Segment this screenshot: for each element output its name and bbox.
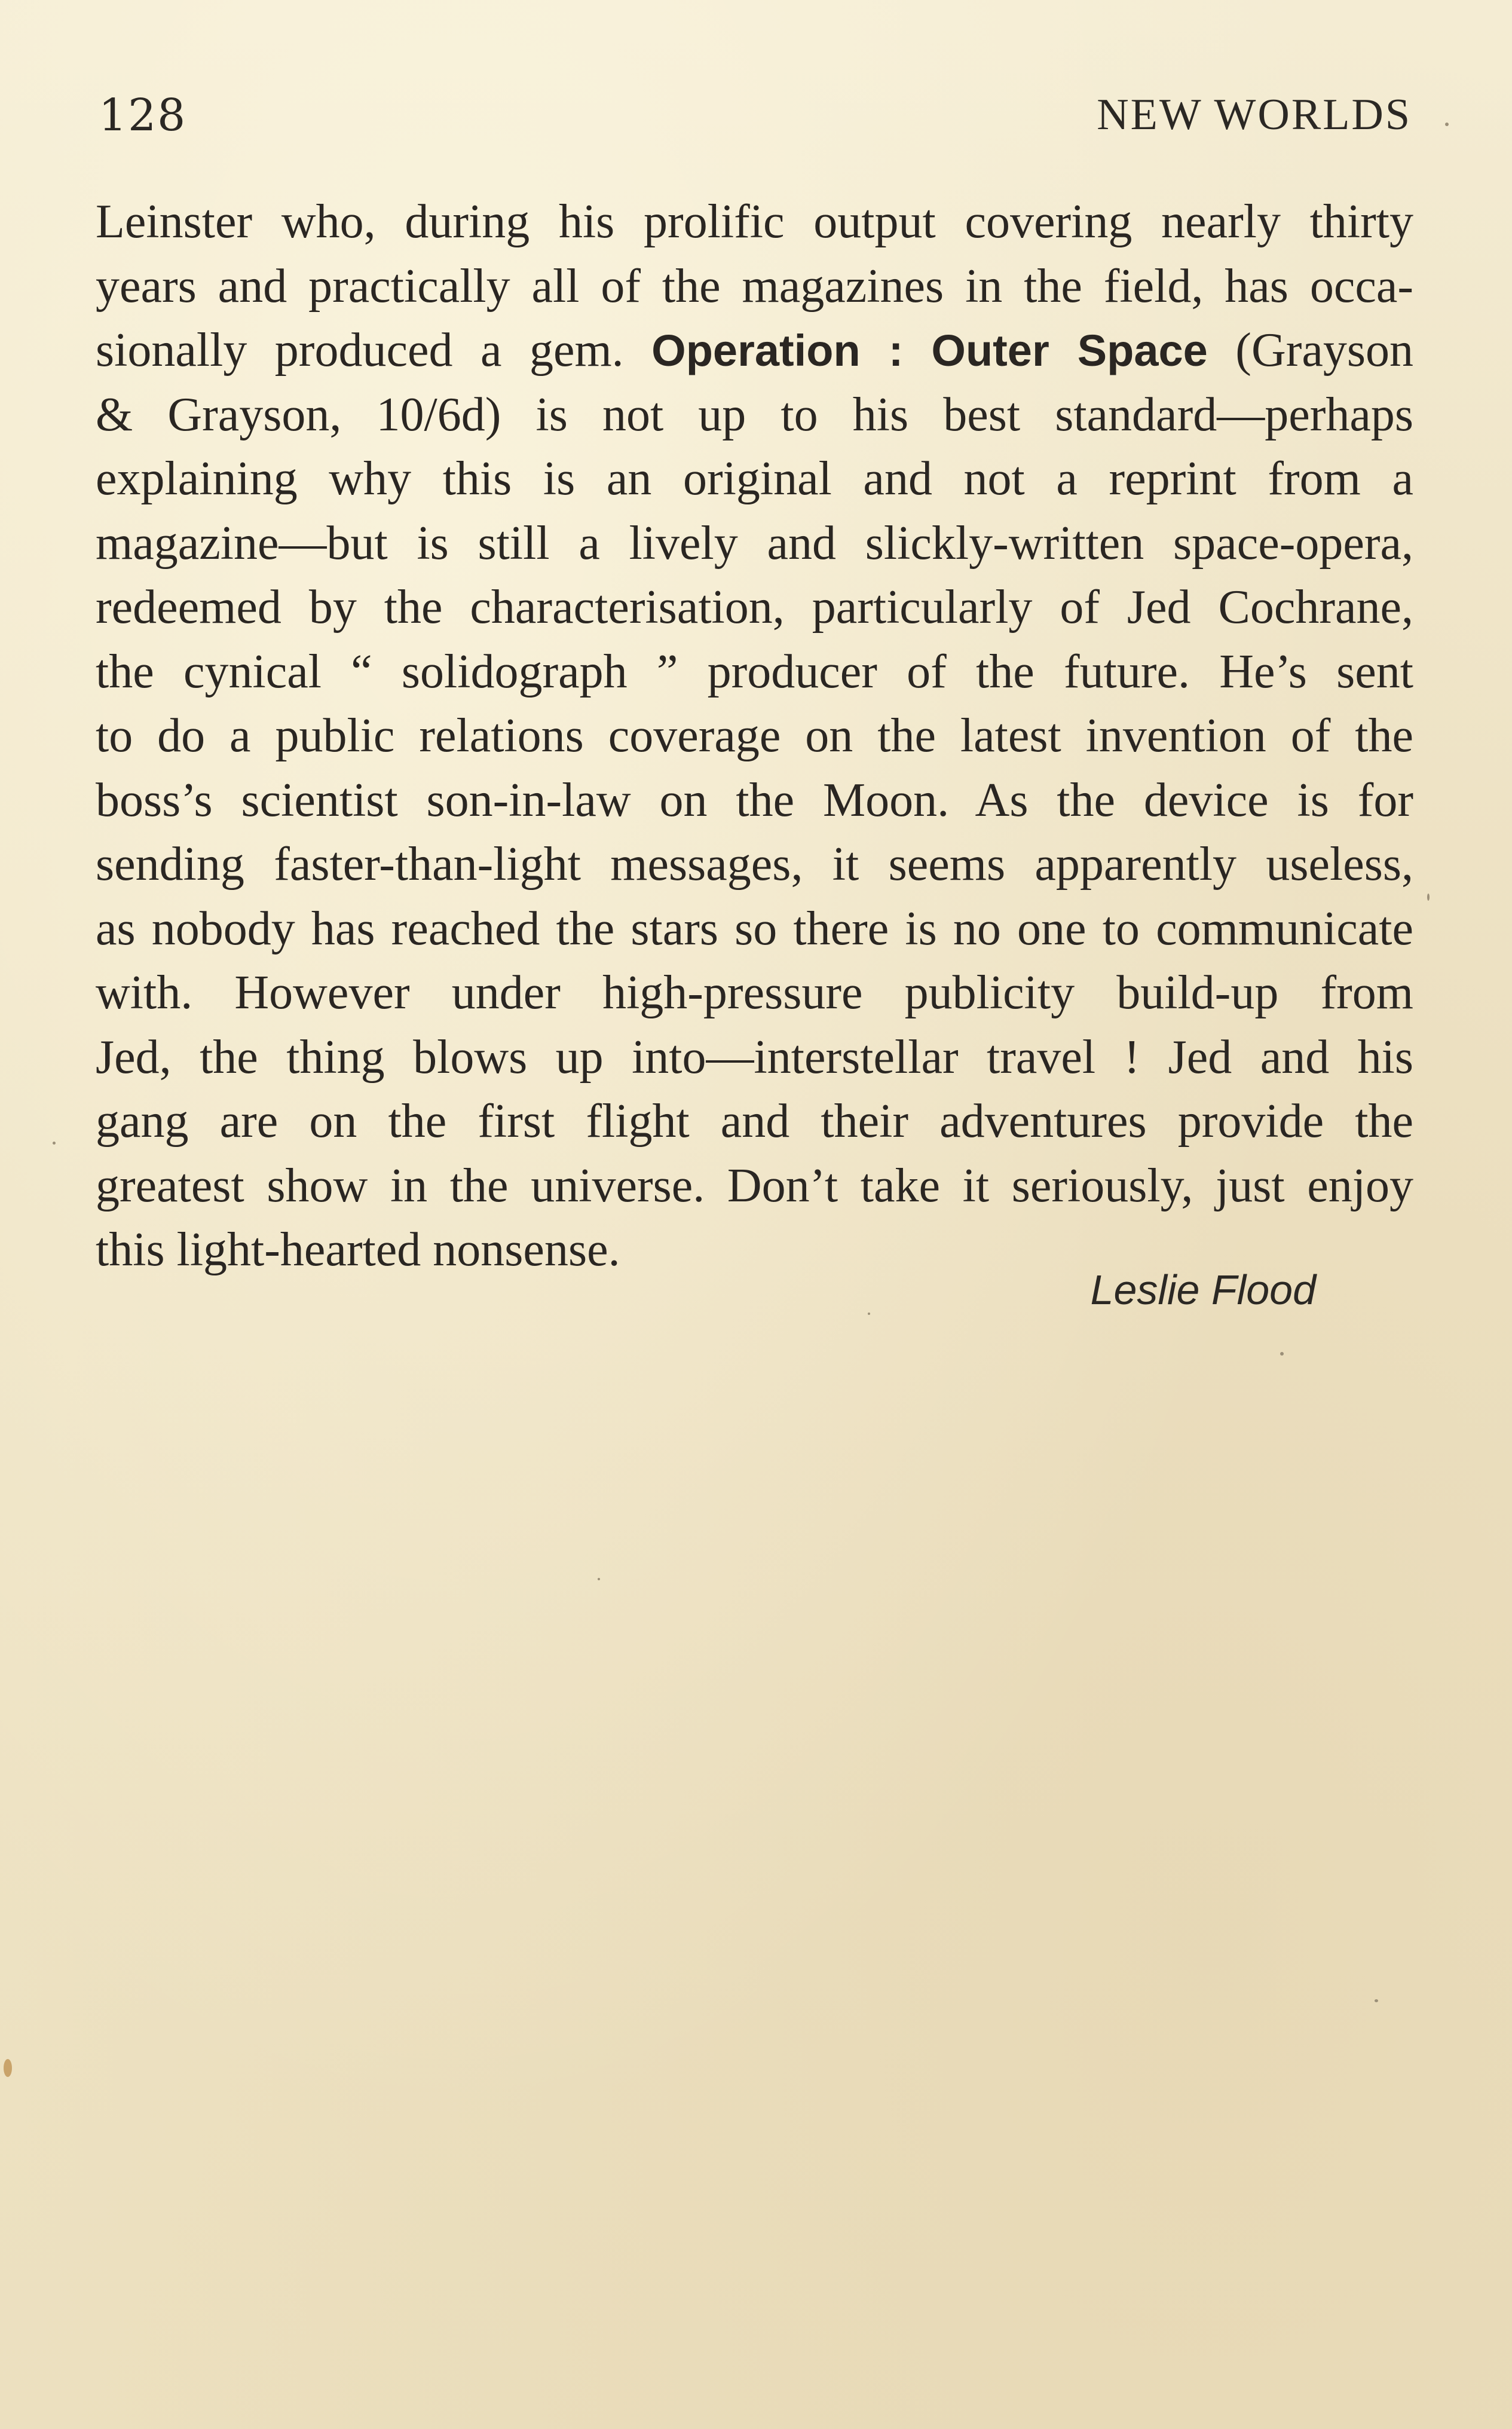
paper-speck <box>868 1313 870 1315</box>
paper-speck <box>53 1142 56 1145</box>
text-segment: magazine—but is still a lively and slickly-written space-opera, <box>96 516 1413 570</box>
review-paragraph <box>96 190 1413 1283</box>
text-segment: as nobody has reached the stars so there is no one to communicate <box>96 902 1413 955</box>
running-title: NEW WORLDS <box>1097 90 1412 139</box>
text-line <box>96 255 1413 319</box>
text-segment: with. However under high-pressure publicity build-up from <box>96 966 1413 1019</box>
text-segment: Leinster who, during his prolific output covering nearly thirty <box>96 195 1413 248</box>
text-line <box>96 1026 1413 1090</box>
text-segment: Jed, the thing blows up into—interstellar travel ! Jed and his <box>96 1030 1413 1084</box>
text-segment: years and practically all of the magazines in the field, has occa- <box>96 259 1413 313</box>
text-segment: greatest show in the universe. Don’t take it seriously, just enjoy <box>96 1159 1413 1212</box>
text-line <box>96 190 1413 255</box>
paper-speck <box>1375 1999 1378 2002</box>
text-segment: & Grayson, 10/6d) is not up to his best standard—perhaps <box>96 388 1413 441</box>
text-line <box>96 833 1413 897</box>
text-segment: to do a public relations coverage on the latest invention of the <box>96 709 1413 762</box>
text-line <box>96 512 1413 576</box>
text-line <box>96 447 1413 512</box>
text-line <box>96 383 1413 448</box>
text-segment: this light-hearted nonsense. <box>96 1223 620 1276</box>
text-line <box>96 1090 1413 1154</box>
text-line <box>96 769 1413 833</box>
text-segment: boss’s scientist son-in-law on the Moon. As the device is for <box>96 773 1413 827</box>
book-title: Operation : Outer Space <box>651 326 1208 375</box>
text-segment: gang are on the first flight and their adventures provide the <box>96 1095 1413 1148</box>
text-segment: sionally produced a gem. <box>96 324 652 377</box>
author-signature: Leslie Flood <box>1090 1266 1316 1313</box>
paper-speck <box>598 1578 600 1580</box>
text-line <box>96 961 1413 1026</box>
text-line <box>96 897 1413 962</box>
text-line <box>96 640 1413 705</box>
text-line <box>96 704 1413 769</box>
paper-speck <box>1427 894 1430 901</box>
text-segment: redeemed by the characterisation, particularly of Jed Cochrane, <box>96 581 1413 634</box>
page-number: 128 <box>99 90 187 141</box>
text-segment: the cynical “ solidograph ” producer of the future. He’s sent <box>96 645 1413 698</box>
paper-speck <box>4 2059 12 2077</box>
paper-speck <box>1280 1352 1284 1356</box>
text-segment: (Grayson <box>1207 324 1413 377</box>
text-segment: explaining why this is an original and not a reprint from a <box>96 452 1413 505</box>
text-line <box>96 1154 1413 1219</box>
text-line <box>96 319 1413 383</box>
text-segment: sending faster-than-light messages, it seems apparently useless, <box>96 838 1413 891</box>
text-line <box>96 576 1413 640</box>
paper-speck <box>1445 123 1449 126</box>
